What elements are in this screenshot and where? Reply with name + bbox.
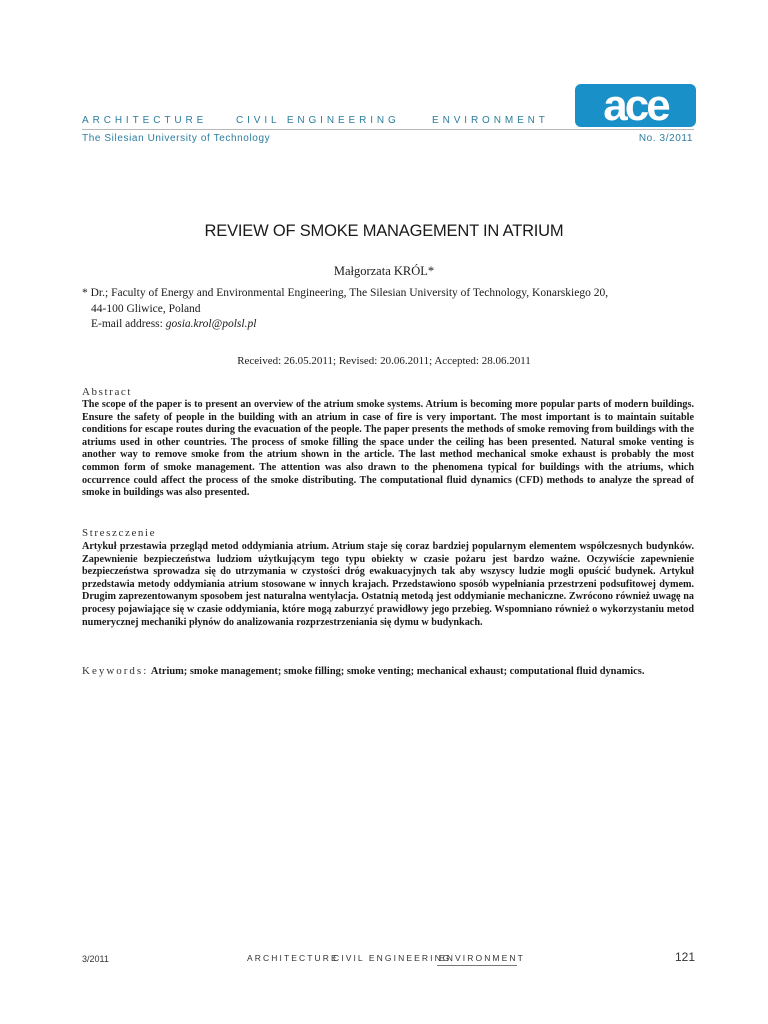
journal-logo [575,84,696,127]
footer-issue: 3/2011 [82,954,109,964]
footer-word-environment: ENVIRONMENT [439,953,525,963]
header-journal-word-environment: ENVIRONMENT [432,115,549,126]
logo-lettering: ace [603,84,668,127]
page-number: 121 [675,950,696,964]
streszczenie-text: Artykuł przestawia przegląd metod oddymiania atrium. Atrium staje się coraz bardziej popularnym elementem współczesnych budynków. Zapewnienie bezpieczeństwa ludziom użytkującym tego typu obiekty w czasie pożaru jest bardzo ważne. Oczywiście zapewnienie bezpieczeństwa sprowadza się do utrzymania w czystości dróg ewakuacyjnych tak aby wszyscy ludzie mogli opuścić budynek. Artykuł przedstawia metody oddymiania atrium stosowane w innych krajach. Przedstawiono sposób wypełniania przestrzeni podsufitowej dymem. Drugim zaprezentowanym sposobem jest naturalna wentylacja. Ostatnią metodą jest oddymianie mechaniczne. Zwrócono również uwagę na procesy pojawiające się w czasie oddymiania, które mogą zaburzyć prawidłowy jego przebieg. Wspomniano również o wykorzystaniu metod numerycznej mechaniki płynów do analizowania rozprzestrzeniania się dymu w budynkach. [82,541,694,628]
header-issue-number: No. 3/2011 [638,133,693,144]
abstract-heading: Abstract [82,386,133,398]
received-dates: Received: 26.05.2011; Revised: 20.06.2011; Accepted: 28.06.2011 [237,355,531,367]
header-journal-word-civil-engineering: CIVIL ENGINEERING [236,115,400,126]
keywords-line [82,665,702,677]
header-divider [82,129,694,130]
footer-word-architecture: ARCHITECTURE [247,953,339,963]
footer-word-civil-engineering: CIVIL ENGINEERING [333,953,452,963]
abstract-text: The scope of the paper is to present an overview of the atrium smoke systems. Atrium is becoming more popular parts of modern buildings. Ensure the safety of people in the building with an atrium in case of fire is very important. The most important is to maintain suitable conditions for escape routes during the evacuation of the people. The paper presents the methods of smoke removing from buildings with the atriums used in other countries. The process of smoke filling the space under the ceiling has been presented. Natural smoke venting is another way to remove smoke from the atrium shown in the article. The last method mechanical smoke exhaust is probably the most common form of smoke management. The attention was also drawn to the phenomena typical for buildings with the atriums, which occurrence could affect the process of the smoke distributing. The computational fluid dynamics (CFD) methods to analyze the spread of smoke in buildings was also presented. [82,399,694,499]
email-line [82,317,702,333]
affiliation-line-2: 44-100 Gliwice, Poland [91,302,201,315]
footer-underline [437,965,517,966]
email-address[interactable]: gosia.krol@polsl.pl [165,318,257,330]
affiliation-line-1: * Dr.; Faculty of Energy and Environmental Engineering, The Silesian University of Technology, Konarskiego 20, [82,287,609,299]
paper-author: Małgorzata KRÓL* [333,264,435,278]
keywords-label: Keywords: [82,665,149,677]
header-journal-word-architecture: ARCHITECTURE [82,115,208,126]
author-affiliation [82,286,702,333]
streszczenie-heading: Streszczenie [82,527,157,539]
email-label: E-mail address: [91,318,163,330]
paper-title: REVIEW OF SMOKE MANAGEMENT IN ATRIUM [204,222,564,240]
header-university: The Silesian University of Technology [82,133,271,144]
keywords-text: Atrium; smoke management; smoke filling; smoke venting; mechanical exhaust; computational fluid dynamics. [150,666,645,677]
